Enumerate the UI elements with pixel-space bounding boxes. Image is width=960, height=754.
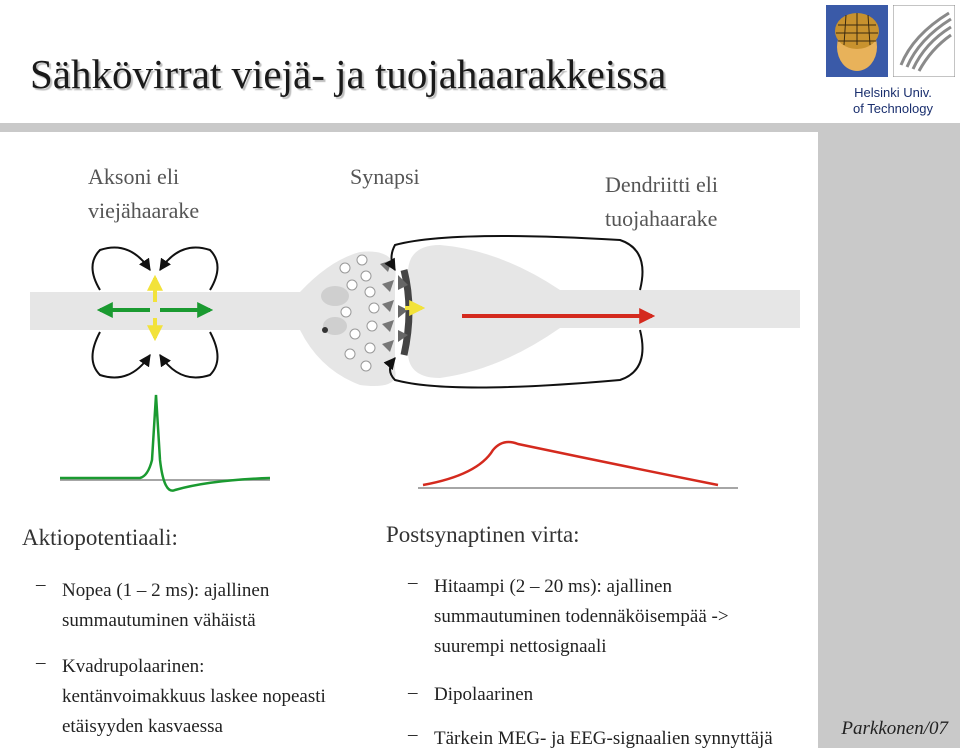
side-bar — [818, 132, 960, 748]
page-title: Sähkövirrat viejä- ja tuojahaarakkeissa — [30, 51, 667, 97]
right-bullet-1: Hitaampi (2 – 20 ms): ajallinen summautuminen todennäköisempää -> suurempi nettosignaali — [434, 576, 729, 657]
dendrite-label: Dendriitti eli tuojahaarake — [605, 172, 719, 231]
bullet-marker: – — [408, 572, 418, 593]
right-bullet-3: Tärkein MEG- ja EEG-signaalien synnyttäjä — [434, 728, 773, 749]
university-name: Helsinki Univ. of Technology — [853, 85, 933, 116]
bullet-marker: – — [408, 724, 418, 745]
axon-label: Aksoni eli viejähaarake — [88, 164, 200, 223]
left-bullet-1: Nopea (1 – 2 ms): ajallinen summautuminen vähäistä — [62, 580, 270, 631]
brain-helmet-logo-icon — [826, 5, 888, 77]
bullet-marker: – — [36, 652, 46, 673]
header-rule — [0, 123, 960, 132]
right-bullet-2: Dipolaarinen — [434, 684, 534, 705]
synapse-label: Synapsi — [350, 164, 420, 189]
action-potential-waveform — [60, 390, 270, 500]
bullet-marker: – — [36, 574, 46, 595]
signature: Parkkonen/07 — [841, 718, 948, 739]
vesicle-dark — [322, 327, 328, 333]
dendrite-body — [408, 245, 800, 378]
right-heading: Postsynaptinen virta: — [386, 522, 580, 547]
mitochondrion — [321, 286, 349, 306]
left-heading: Aktiopotentiaali: — [22, 525, 178, 550]
bullet-marker: – — [408, 682, 418, 703]
left-bullet-2: Kvadrupolaarinen: kentänvoimakkuus laskee nopeasti etäisyyden kasvaessa — [62, 656, 326, 737]
hut-logo-icon — [893, 5, 955, 77]
postsynaptic-current-waveform — [418, 430, 738, 492]
